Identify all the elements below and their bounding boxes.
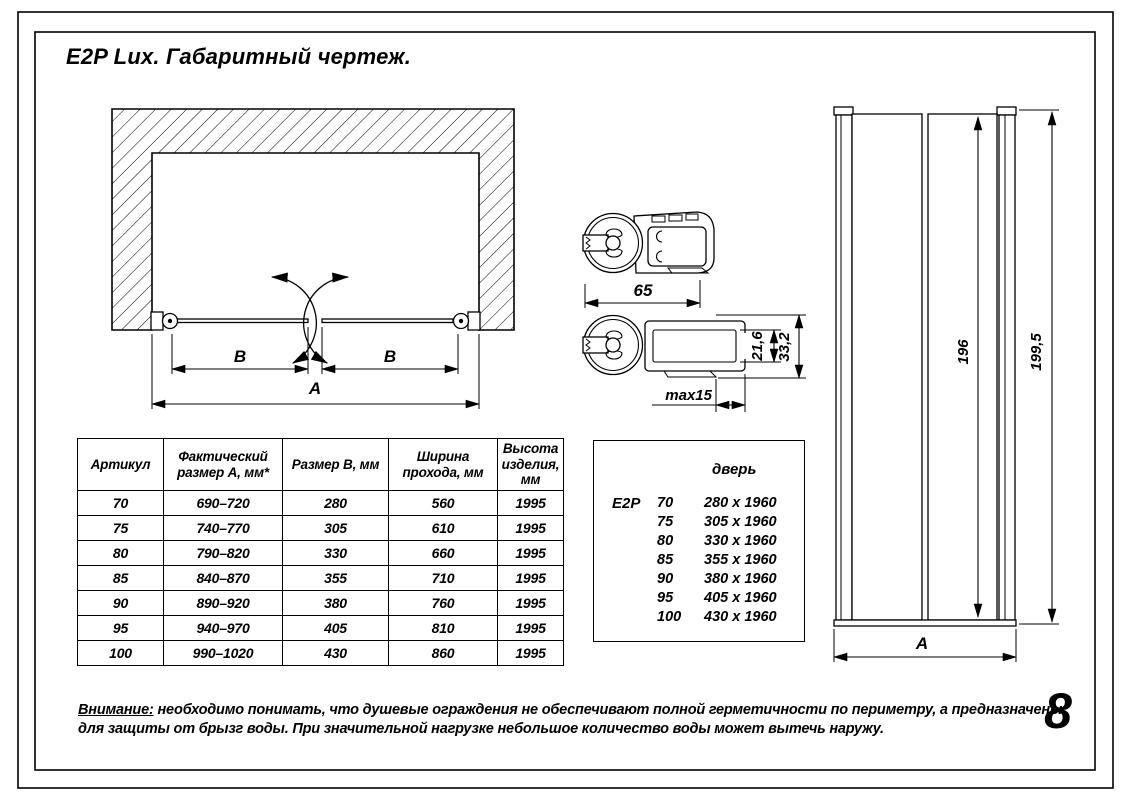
- table-cell: 860: [389, 641, 498, 666]
- bottom-rail: [834, 620, 1016, 626]
- table-cell: 85: [78, 566, 164, 591]
- table-cell: 330: [283, 541, 389, 566]
- dim-label-196: 196: [955, 339, 972, 365]
- list-item: 70 280 x 1960: [657, 495, 777, 511]
- dim-label-b-right: B: [383, 347, 397, 366]
- col-header-size-a: Фактический размер А, мм*: [164, 439, 283, 491]
- wall-profile-right: [999, 115, 1015, 620]
- table-cell: 940–970: [164, 616, 283, 641]
- warning-note: [78, 701, 1062, 739]
- table-cell: 100: [78, 641, 164, 666]
- glass-size-rows: [657, 494, 777, 627]
- table-cell: 305: [283, 516, 389, 541]
- table-cell: 380: [283, 591, 389, 616]
- hinge-right: [454, 312, 481, 330]
- door-panel-left: [177, 319, 308, 323]
- table-cell: 840–870: [164, 566, 283, 591]
- col-header-height: Высота изделия, мм: [498, 439, 564, 491]
- wall-profile-cap-left: [834, 107, 853, 115]
- warning-label: Внимание:: [78, 702, 154, 718]
- table-cell: 790–820: [164, 541, 283, 566]
- glass-size-box: [593, 440, 805, 642]
- size-table: [77, 438, 564, 666]
- table-cell: 80: [78, 541, 164, 566]
- table-cell: 1995: [498, 616, 564, 641]
- dim-a-front: [834, 629, 1016, 662]
- table-cell: 405: [283, 616, 389, 641]
- table-cell: 690–720: [164, 491, 283, 516]
- table-cell: 95: [78, 616, 164, 641]
- table-cell: 1995: [498, 591, 564, 616]
- table-row: [78, 491, 564, 516]
- page-number: 8: [1044, 683, 1072, 739]
- list-item: 85 355 x 1960: [657, 552, 777, 568]
- col-header-size-b: Размер В, мм: [283, 439, 389, 491]
- table-row: [78, 566, 564, 591]
- profile-section-top: [583, 212, 714, 308]
- dim-label-21-6: 21,6: [749, 331, 766, 361]
- table-cell: 710: [389, 566, 498, 591]
- table-cell: 810: [389, 616, 498, 641]
- front-view: [834, 107, 1059, 662]
- dim-65: [585, 280, 700, 308]
- table-cell: 660: [389, 541, 498, 566]
- table-cell: 430: [283, 641, 389, 666]
- glass-box-header: дверь: [712, 461, 757, 478]
- list-item: 100 430 x 1960: [657, 609, 777, 625]
- dim-label-a-plan: A: [308, 379, 322, 398]
- profile-section-bottom: [583, 315, 806, 412]
- warning-line1: необходимо понимать, что душевые ограждения не обеспечивают полной герметичности по периметру, а предназначены: [157, 702, 1063, 718]
- glass-box-model: E2P: [612, 495, 641, 512]
- glass-panel-right: [928, 114, 997, 620]
- dim-a-plan: [152, 334, 479, 409]
- dim-label-a-front: A: [915, 634, 929, 653]
- table-cell: 355: [283, 566, 389, 591]
- list-item: 95 405 x 1960: [657, 590, 777, 606]
- dim-label-33-2: 33,2: [776, 332, 793, 362]
- list-item: 80 330 x 1960: [657, 533, 777, 549]
- table-cell: 280: [283, 491, 389, 516]
- table-cell: 560: [389, 491, 498, 516]
- table-row: [78, 591, 564, 616]
- size-table-header-row: [78, 439, 564, 491]
- table-cell: 740–770: [164, 516, 283, 541]
- page-title: E2P Lux. Габаритный чертеж.: [66, 44, 412, 69]
- table-cell: 75: [78, 516, 164, 541]
- col-header-artikul: Артикул: [78, 439, 164, 491]
- table-row: [78, 516, 564, 541]
- dim-199-5: [1019, 110, 1059, 624]
- table-row: [78, 541, 564, 566]
- dim-b-right: [322, 327, 458, 374]
- dim-label-199-5: 199,5: [1028, 333, 1045, 371]
- dim-label-b-left: B: [233, 347, 247, 366]
- dim-max15: [652, 374, 745, 412]
- table-cell: 1995: [498, 516, 564, 541]
- wall-profile-left: [836, 115, 852, 620]
- table-cell: 610: [389, 516, 498, 541]
- table-cell: 1995: [498, 541, 564, 566]
- table-cell: 1995: [498, 641, 564, 666]
- dim-b-left: [172, 327, 308, 374]
- col-header-passage: Ширина прохода, мм: [389, 439, 498, 491]
- table-cell: 70: [78, 491, 164, 516]
- warning-line2: для защиты от брызг воды. При значительной нагрузке небольшое количество воды может вытечь наружу.: [78, 720, 884, 737]
- wall-hatched: [112, 109, 514, 330]
- hinge-left: [151, 312, 178, 330]
- glass-panel-left: [852, 114, 922, 620]
- door-panel-right: [322, 319, 453, 323]
- table-cell: 760: [389, 591, 498, 616]
- dim-label-65: 65: [633, 281, 653, 300]
- list-item: 90 380 x 1960: [657, 571, 777, 587]
- table-cell: 1995: [498, 566, 564, 591]
- dim-label-max15: max15: [665, 387, 712, 404]
- table-cell: 1995: [498, 491, 564, 516]
- table-row: [78, 641, 564, 666]
- table-row: [78, 616, 564, 641]
- wall-profile-cap-right: [997, 107, 1016, 115]
- table-cell: 890–920: [164, 591, 283, 616]
- table-cell: 990–1020: [164, 641, 283, 666]
- list-item: 75 305 x 1960: [657, 514, 777, 530]
- plan-view: [112, 109, 514, 409]
- table-cell: 90: [78, 591, 164, 616]
